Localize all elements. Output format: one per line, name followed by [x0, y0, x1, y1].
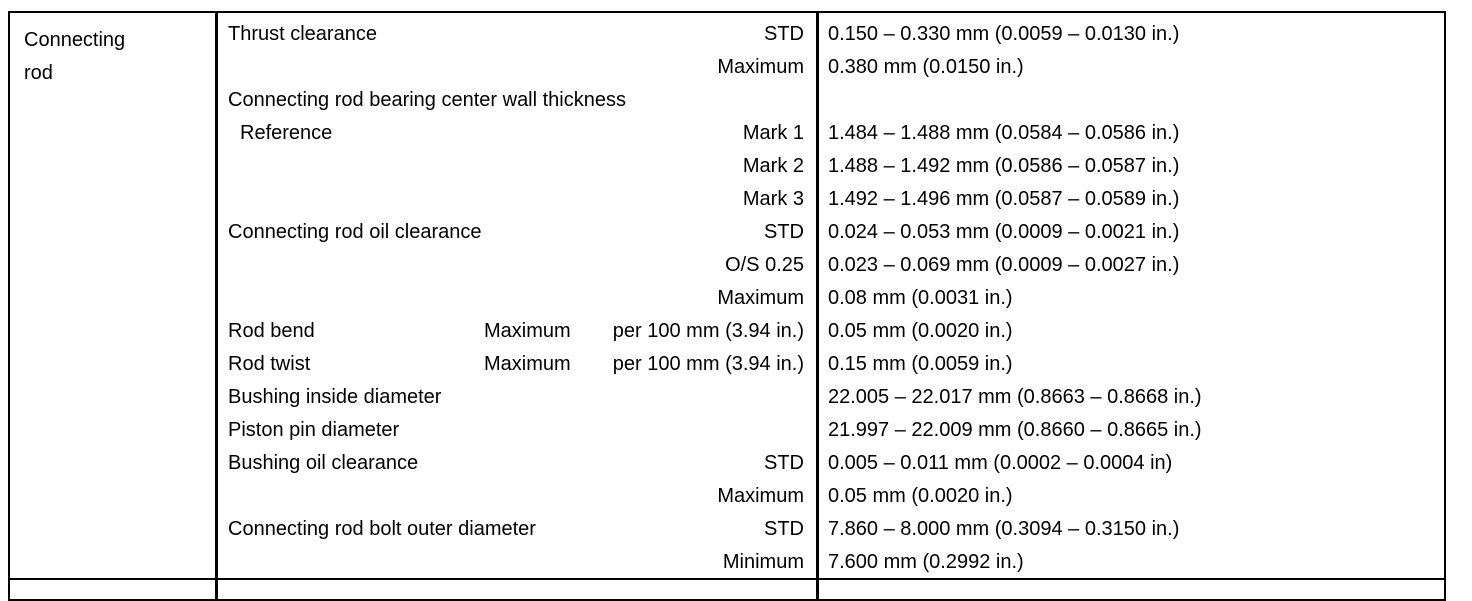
spec-value: 0.005 – 0.011 mm (0.0002 – 0.0004 in)	[828, 452, 1173, 474]
item-label: Rod twist	[228, 353, 311, 375]
spec-value: 0.15 mm (0.0059 in.)	[828, 353, 1013, 375]
spec-value: 22.005 – 22.017 mm (0.8663 – 0.8668 in.)	[828, 386, 1202, 408]
condition-label: STD	[764, 518, 804, 540]
spec-row	[10, 183, 1448, 216]
spec-row	[10, 315, 1448, 348]
spec-row	[10, 150, 1448, 183]
condition-label: Maximum	[717, 287, 804, 309]
spec-row	[10, 447, 1448, 480]
item-label: Connecting rod bearing center wall thickness	[228, 89, 626, 111]
spec-row	[10, 513, 1448, 546]
spec-row	[10, 546, 1448, 579]
spec-row	[10, 249, 1448, 282]
condition-label: STD	[764, 23, 804, 45]
item-label: Reference	[240, 122, 333, 144]
next-row-divider-left	[215, 578, 218, 598]
item-label: Connecting rod bolt outer diameter	[228, 518, 536, 540]
item-label: Piston pin diameter	[228, 419, 400, 441]
condition-label: Maximum	[717, 56, 804, 78]
spec-row	[10, 348, 1448, 381]
spec-value: 7.860 – 8.000 mm (0.3094 – 0.3150 in.)	[828, 518, 1180, 540]
spec-value: 0.05 mm (0.0020 in.)	[828, 320, 1013, 342]
condition-label: per 100 mm (3.94 in.)	[612, 320, 804, 342]
condition-label: Maximum	[717, 485, 804, 507]
condition-label: Minimum	[722, 551, 804, 573]
spec-row	[10, 18, 1448, 51]
spec-row	[10, 381, 1448, 414]
spec-row	[10, 282, 1448, 315]
condition-label: Mark 2	[742, 155, 804, 177]
spec-row	[10, 414, 1448, 447]
category-label-line2: rod	[24, 62, 53, 84]
item-label: Rod bend	[228, 320, 315, 342]
spec-row	[10, 480, 1448, 513]
spec-value: 0.150 – 0.330 mm (0.0059 – 0.0130 in.)	[828, 23, 1180, 45]
spec-row	[10, 117, 1448, 150]
item-label: Bushing inside diameter	[228, 386, 442, 408]
condition-label: Mark 3	[742, 188, 804, 210]
category-label-line1: Connecting	[24, 29, 126, 51]
item-label: Bushing oil clearance	[228, 452, 419, 474]
item-label: Connecting rod oil clearance	[228, 221, 482, 243]
spec-row	[10, 216, 1448, 249]
spec-value: 0.08 mm (0.0031 in.)	[828, 287, 1013, 309]
spec-row	[10, 84, 1448, 117]
spec-table	[8, 11, 1446, 601]
condition-label: per 100 mm (3.94 in.)	[612, 353, 804, 375]
spec-value: 0.024 – 0.053 mm (0.0009 – 0.0021 in.)	[828, 221, 1180, 243]
limit-label: Maximum	[484, 353, 571, 375]
condition-label: STD	[764, 221, 804, 243]
spec-value: 1.484 – 1.488 mm (0.0584 – 0.0586 in.)	[828, 122, 1180, 144]
spec-value: 1.488 – 1.492 mm (0.0586 – 0.0587 in.)	[828, 155, 1180, 177]
limit-label: Maximum	[484, 320, 571, 342]
spec-value: 0.380 mm (0.0150 in.)	[828, 56, 1024, 78]
condition-label: Mark 1	[742, 122, 804, 144]
condition-label: O/S 0.25	[725, 254, 804, 276]
condition-label: STD	[764, 452, 804, 474]
spec-value: 7.600 mm (0.2992 in.)	[828, 551, 1024, 573]
spec-value: 21.997 – 22.009 mm (0.8660 – 0.8665 in.)	[828, 419, 1202, 441]
next-row-divider-right	[816, 578, 819, 598]
item-label: Thrust clearance	[228, 23, 377, 45]
spec-row	[10, 51, 1448, 84]
spec-value: 0.023 – 0.069 mm (0.0009 – 0.0027 in.)	[828, 254, 1180, 276]
spec-value: 0.05 mm (0.0020 in.)	[828, 485, 1013, 507]
spec-value: 1.492 – 1.496 mm (0.0587 – 0.0589 in.)	[828, 188, 1180, 210]
